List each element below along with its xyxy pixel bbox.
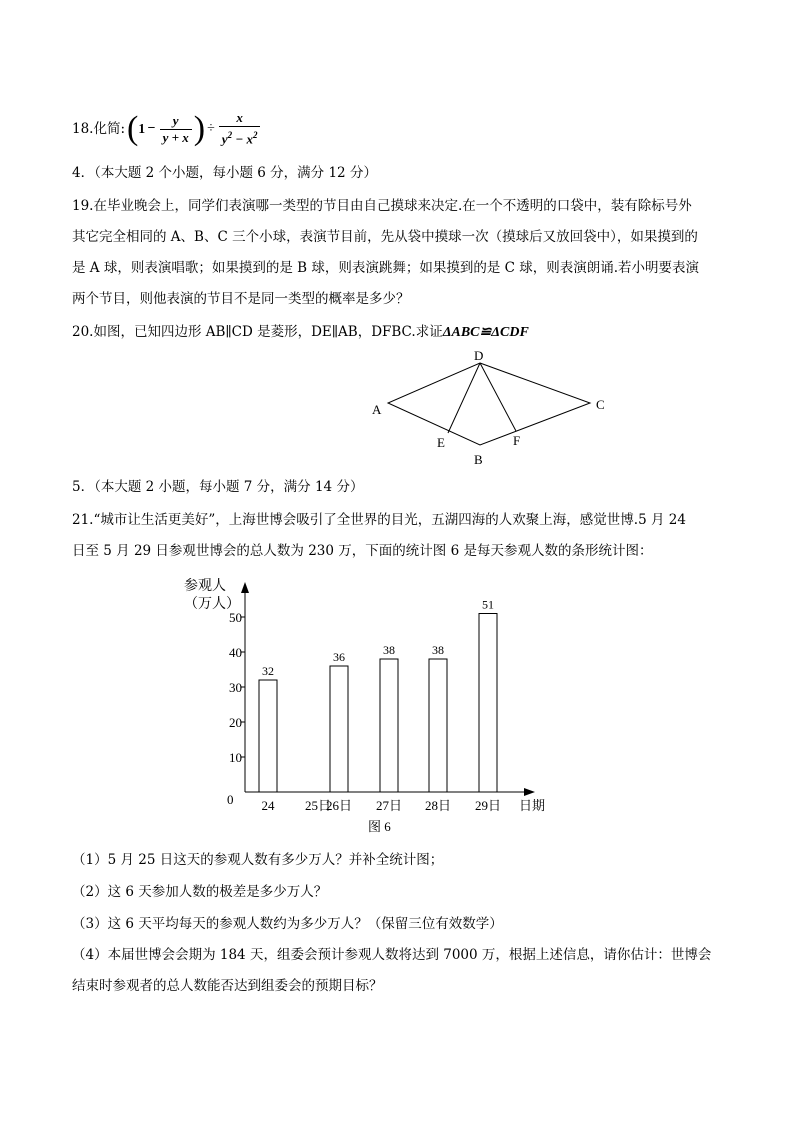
x-tick-label: 24: [261, 798, 275, 813]
y-tick-label: 40: [229, 645, 242, 660]
y-axis-title-1: 参观人: [184, 579, 226, 594]
x-tick-label: 29日: [474, 798, 502, 813]
y-axis-arrow: [241, 582, 249, 593]
question-21-1: （1）5 月 25 日这天的参观人数有多少万人？并补全统计图；: [72, 852, 444, 868]
rhombus-abcd: [388, 363, 590, 445]
question-21-2: （2）这 6 天参加人数的极差是多少万人？: [72, 884, 328, 900]
question-21-4-line-2: 结束时参观者的总人数能否达到组委会的预期目标？: [72, 978, 383, 994]
y-tick-label: 50: [229, 610, 242, 625]
bar: [479, 614, 497, 793]
q19-line-4: 两个节目，则他表演的节目不是同一类型的概率是多少？: [72, 291, 410, 307]
label-f: F: [513, 433, 521, 448]
y-tick-label: 20: [229, 715, 242, 730]
bar-value-label: 38: [383, 643, 395, 657]
q18-prefix: 18.化简:: [72, 121, 126, 137]
segment-df: [480, 363, 516, 431]
bar: [330, 666, 348, 792]
x-tick-label: 25日: [304, 798, 332, 813]
q19-line-2: 其它完全相同的 A、B、C 三个小球，表演节目前，先从袋中摸球一次（摸球后又放回袋中），如果摸到的: [72, 229, 698, 245]
rhombus-figure: [360, 345, 620, 470]
x-axis-title: 日期: [519, 798, 546, 813]
label-a: A: [372, 402, 382, 417]
chart-caption: 图 6: [368, 819, 391, 834]
q18-fraction-1: $\frac{y}{y + x}$: [160, 113, 192, 146]
x-tick-label: 27日: [375, 798, 403, 813]
question-21-3: （3）这 6 天平均每天的参观人数约为多少万人？（保留三位有效数学）: [72, 916, 503, 932]
segment-de: [448, 363, 480, 433]
q18-expression: ( 1 − $\frac{y}{y + x}$ ) ÷ $\frac{x}{y^2 - x^2}$: [127, 110, 262, 147]
y-tick-label: 30: [229, 680, 242, 695]
bar: [429, 659, 447, 792]
question-21-4-line-1: （4）本届世博会会期为 184 天，组委会预计参观人数将达到 7000 万，根据上述信息，请你估计：世博会: [72, 947, 712, 963]
y-tick-label: 0: [227, 792, 234, 807]
x-axis-arrow: [524, 788, 535, 796]
section-4-header: 4．（本大题 2 个小题，每小题 6 分，满分 12 分）: [72, 165, 377, 181]
q21-line-1: 21.“城市让生活更美好”，上海世博会吸引了全世界的目光，五湖四海的人欢聚上海，感觉世博.5 月 24: [72, 512, 686, 528]
question-18: [72, 112, 262, 146]
q20-text: 20.如图，已知四边形 AB∥CD 是菱形，DE∥AB，DFBC.求证: [72, 324, 443, 340]
q20-math: ΔABC≌ΔCDF: [442, 325, 529, 340]
bar-value-label: 32: [262, 664, 274, 678]
bar: [380, 659, 398, 792]
x-tick-label: 28日: [424, 798, 452, 813]
q21-line-2: 日至 5 月 29 日参观世博会的总人数为 230 万，下面的统计图 6 是每天参观人数的条形统计图：: [72, 543, 653, 559]
y-tick-label: 10: [229, 750, 242, 765]
q19-line-1: 19.在毕业晚会上，同学们表演哪一类型的节目由自己摸球来决定.在一个不透明的口袋中，装有除标号外: [72, 198, 692, 214]
bar-value-label: 38: [432, 643, 444, 657]
q19-line-3: 是 A 球，则表演唱歌；如果摸到的是 B 球，则表演跳舞；如果摸到的是 C 球，则表演朗诵.若小明要表演: [72, 260, 700, 276]
label-e: E: [437, 435, 445, 450]
y-axis-title-2: （万人）: [184, 597, 240, 612]
bar-value-label: 36: [333, 650, 345, 664]
label-d: D: [474, 348, 484, 363]
bar-chart: [170, 570, 570, 835]
bar: [259, 680, 277, 792]
q18-divide: ÷: [207, 121, 215, 136]
question-20: [72, 322, 529, 343]
label-c: C: [596, 397, 605, 412]
x-tick-label: 26日: [325, 798, 353, 813]
label-b: B: [474, 452, 483, 467]
q18-one: 1: [138, 121, 146, 136]
section-5-header: 5．（本大题 2 小题，每小题 7 分，满分 14 分）: [72, 479, 364, 495]
q18-fraction-2: $\frac{x}{y^2 - x^2}$: [219, 110, 261, 147]
bar-value-label: 51: [482, 597, 494, 612]
q18-minus: −: [147, 121, 156, 136]
